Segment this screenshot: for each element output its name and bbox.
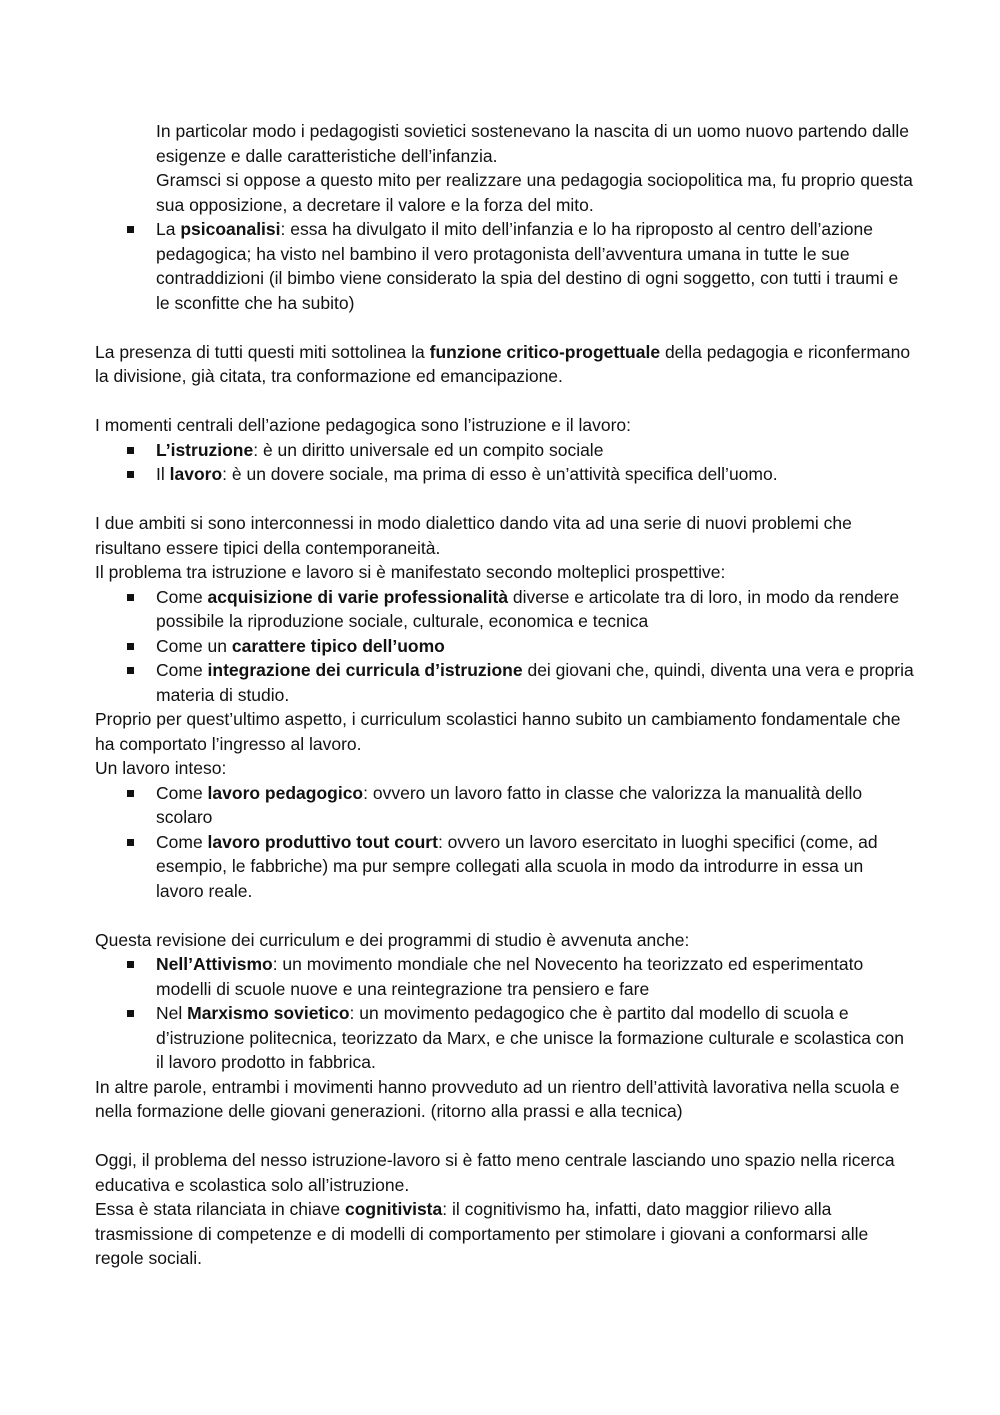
bold-term: Marxismo sovietico [187,1003,350,1023]
square-bullet-icon [127,643,134,650]
square-bullet-icon [127,471,134,478]
square-bullet-icon [127,594,134,601]
intro-paragraph-2: Gramsci si oppose a questo mito per realizzare una pedagogia sociopolitica ma, fu proprio questa sua opposizione, a decretare il valore e la forza del mito. [156,170,913,215]
bold-term: lavoro pedagogico [207,782,364,803]
paragraph-problema: Il problema tra istruzione e lavoro si è manifestato secondo molteplici prospettive: [95,562,726,582]
document-page [95,119,915,1271]
prospettive-list [95,585,915,708]
bold-term: acquisizione di varie professionalità [207,586,509,607]
square-bullet-icon [127,1010,134,1017]
bold-term: Nell’Attivismo [156,954,273,974]
square-bullet-icon [127,961,134,968]
paragraph-cognitivista: Essa è stata rilanciata in chiave cognitivista: il cognitivismo ha, infatti, dato maggior rilievo alla trasmissione di competenze e di modelli di comportamento per stimolare i giovani a conformarsi alle regole sociali. [95,1199,869,1268]
square-bullet-icon [127,667,134,674]
bold-term: carattere tipico dell’uomo [231,635,445,656]
paragraph-oggi: Oggi, il problema del nesso istruzione-lavoro si è fatto meno centrale lasciando uno spazio nella ricerca educativa e scolastica solo all’istruzione. [95,1150,895,1195]
bold-term: cognitivista [345,1199,443,1219]
bold-term: lavoro [169,464,223,484]
intro-paragraph-1: In particolar modo i pedagogisti sovietici sostenevano la nascita di un uomo nuovo partendo dalle esigenze e dalle caratteristiche dell’infanzia. [156,121,909,166]
paragraph-curriculum: Proprio per quest’ultimo aspetto, i curriculum scolastici hanno subito un cambiamento fondamentale che ha comportato l’ingresso al lavoro. [95,709,901,754]
psicoanalisi-list [95,217,915,315]
list-item: L’istruzione: è un diritto universale ed un compito sociale [95,438,915,463]
bold-term: L’istruzione [156,439,254,460]
bold-term: lavoro produttivo tout court [207,831,438,852]
lavoro-list [95,781,915,904]
square-bullet-icon [127,447,134,454]
momenti-list [95,438,915,487]
list-item: Nell’Attivismo: un movimento mondiale che nel Novecento ha teorizzato ed esperimentato modelli di scuole nuove e una reintegrazione tra pensiero e fare [95,952,915,1001]
bold-term: integrazione dei curricula d’istruzione [207,660,523,680]
bold-term: psicoanalisi [180,219,281,239]
list-item: Come un carattere tipico dell’uomo [95,634,915,659]
movimenti-list [95,952,915,1075]
paragraph-revisione: Questa revisione dei curriculum e dei programmi di studio è avvenuta anche: [95,929,690,950]
list-item: Come lavoro produttivo tout court: ovvero un lavoro esercitato in luoghi specifici (come, ad esempio, le fabbriche) ma pur sempre collegati alla scuola in modo da introdurre in essa un lavoro reale. [95,830,915,904]
bold-term: funzione critico-progettuale [429,341,661,362]
square-bullet-icon [127,226,134,233]
paragraph-momenti: I momenti centrali dell’azione pedagogica sono l’istruzione e il lavoro: [95,415,631,435]
list-item: Come lavoro pedagogico: ovvero un lavoro fatto in classe che valorizza la manualità dello scolaro [95,781,915,830]
square-bullet-icon [127,790,134,797]
square-bullet-icon [127,839,134,846]
list-item: La psicoanalisi: essa ha divulgato il mito dell’infanzia e lo ha riproposto al centro dell’azione pedagogica; ha visto nel bambino il vero protagonista dell’avventura umana in tutte le sue contraddizioni (il bimbo viene considerato la spia del destino di ogni soggetto, con tutti i traumi e le sconfitte che ha subito) [95,217,915,315]
paragraph-lavoro-inteso: Un lavoro inteso: [95,758,227,778]
paragraph-altre-parole: In altre parole, entrambi i movimenti hanno provveduto ad un rientro dell’attività lavorativa nella scuola e nella formazione delle giovani generazioni. (ritorno alla prassi e alla tecnica) [95,1076,900,1121]
paragraph-ambiti: I due ambiti si sono interconnessi in modo dialettico dando vita ad una serie di nuovi problemi che risultano essere tipici della contemporaneità. [95,513,852,558]
list-item: Come acquisizione di varie professionalità diverse e articolate tra di loro, in modo da rendere possibile la riproduzione sociale, culturale, economica e tecnica [95,585,915,634]
paragraph-miti: La presenza di tutti questi miti sottolinea la funzione critico-progettuale della pedagogia e riconfermano la divisione, già citata, tra conformazione ed emancipazione. [95,341,911,386]
list-item: Il lavoro: è un dovere sociale, ma prima di esso è un’attività specifica dell’uomo. [95,462,915,487]
list-item: Nel Marxismo sovietico: un movimento pedagogico che è partito dal modello di scuola e d’istruzione politecnica, teorizzato da Marx, e che unisce la formazione culturale e scolastica con il lavoro prodotto in fabbrica. [95,1001,915,1075]
list-item: Come integrazione dei curricula d’istruzione dei giovani che, quindi, diventa una vera e propria materia di studio. [95,658,915,707]
